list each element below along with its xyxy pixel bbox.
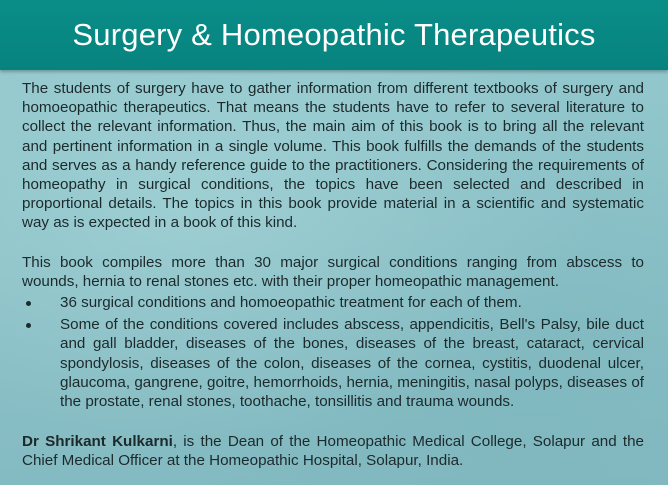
author-bio bbox=[22, 432, 644, 470]
bullet-icon bbox=[26, 323, 31, 328]
description-paragraph-1: The students of surgery have to gather information from different textbooks of surgery and homoeopathic therapeutics. That means the students have to refer to several literature to collect the relevant information. Thus, the main aim of this book is to bring all the relevant and pertinent information in a single volume. This book fulfills the demands of the students and serves as a handy reference guide to the practitioners. Considering the requirements of homeopathy in surgical conditions, the topics have been selected and described in proportional details. The topics in this book provide material in a scientific and systematic way as is expected in a book of this kind. bbox=[22, 80, 644, 232]
bullet-item bbox=[22, 293, 644, 312]
bullet-icon bbox=[26, 301, 31, 306]
description-paragraph-2: This book compiles more than 30 major surgical conditions ranging from abscess to wounds, hernia to renal stones etc. with their proper homeopathic management. bbox=[22, 254, 644, 291]
bullet-item bbox=[22, 315, 644, 411]
author-bio-text: , is the Dean of the Homeopathic Medical College, Solapur and the Chief Medical Officer at the Homeopathic Hospital, Solapur, India. bbox=[22, 433, 644, 470]
title-banner bbox=[0, 0, 668, 70]
book-title: Surgery & Homeopathic Therapeutics bbox=[72, 17, 596, 52]
feature-bullet-list bbox=[22, 293, 644, 414]
bullet-text: Some of the conditions covered includes abscess, appendicitis, Bell's Palsy, bile duct and gall bladder, diseases of the bones, diseases of the breast, cataract, cervical spondylosis, diseases of the colon, diseases of the cornea, cystitis, duodenal ulcer, glaucoma, gangrene, goitre, hemorrhoids, hernia, meningitis, nasal polyps, diseases of the prostate, renal stones, toothache, tonsillitis and trauma wounds. bbox=[60, 316, 644, 411]
author-name: Dr Shrikant Kulkarni bbox=[22, 433, 173, 450]
bullet-text: 36 surgical conditions and homoeopathic treatment for each of them. bbox=[60, 294, 522, 311]
